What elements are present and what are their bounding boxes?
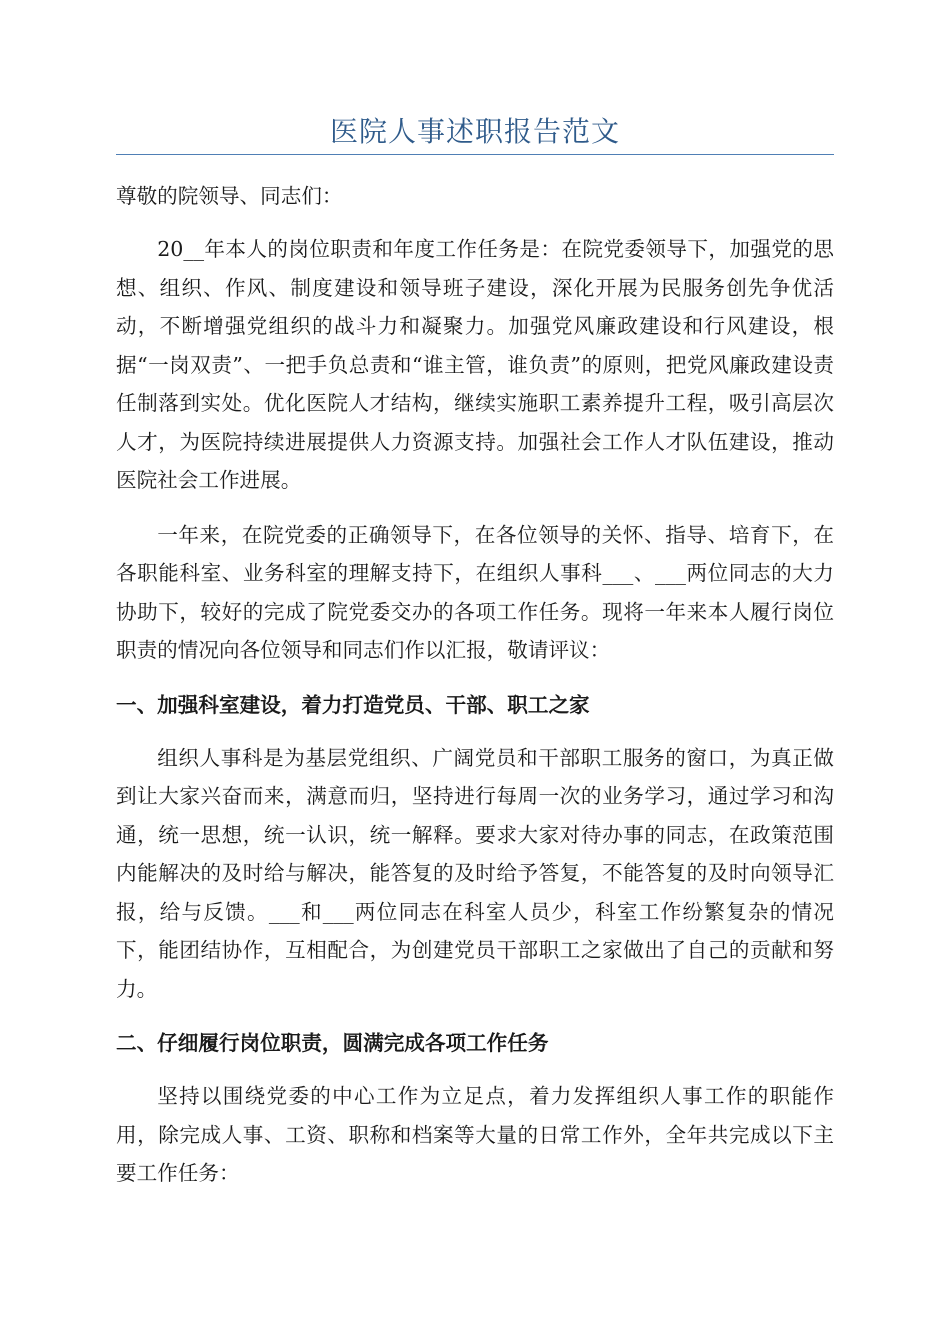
section-heading-2: 二、仔细履行岗位职责，圆满完成各项工作任务 xyxy=(116,1031,549,1055)
document-body xyxy=(116,177,834,1209)
salutation: 尊敬的院领导、同志们： xyxy=(116,184,343,208)
paragraph-intro: 20__年本人的岗位职责和年度工作任务是：在院党委领导下，加强党的思想、组织、作风、制度建设和领导班子建设，深化开展为民服务创先争优活动，不断增强党组织的战斗力和凝聚力。加强党风廉政建设和行风建设，根据“一岗双责”、一把手负总责和“谁主管，谁负责”的原则，把党风廉政建设责任制落到实处。优化医院人才结构，继续实施职工素养提升工程，吸引高层次人才，为医院持续进展提供人力资源支持。加强社会工作人才队伍建设，推动医院社会工作进展。 xyxy=(116,237,834,492)
paragraph-summary: 一年来，在院党委的正确领导下，在各位领导的关怀、指导、培育下，在各职能科室、业务科室的理解支持下，在组织人事科___、___两位同志的大力协助下，较好的完成了院党委交办的各项工作任务。现将一年来本人履行岗位职责的情况向各位领导和同志们作以汇报，敬请评议： xyxy=(116,522,834,662)
section-heading-1: 一、加强科室建设，着力打造党员、干部、职工之家 xyxy=(116,692,590,717)
section-1-paragraph: 组织人事科是为基层党组织、广阔党员和干部职工服务的窗口，为真正做到让大家兴奋而来，满意而归，坚持进行每周一次的业务学习，通过学习和沟通，统一思想，统一认识，统一解释。要求大家对待办事的同志，在政策范围内能解决的及时给与解决，能答复的及时给予答复，不能答复的及时向领导汇报，给与反馈。___和___两位同志在科室人员少，科室工作纷繁复杂的情况下，能团结协作，互相配合，为创建党员干部职工之家做出了自己的贡献和努力。 xyxy=(116,745,834,1001)
document-title: 医院人事述职报告范文 xyxy=(329,115,620,148)
section-2-paragraph: 坚持以围绕党委的中心工作为立足点，着力发挥组织人事工作的职能作用，除完成人事、工资、职称和档案等大量的日常工作外，全年共完成以下主要工作任务： xyxy=(116,1084,834,1185)
title-underline xyxy=(116,154,834,155)
